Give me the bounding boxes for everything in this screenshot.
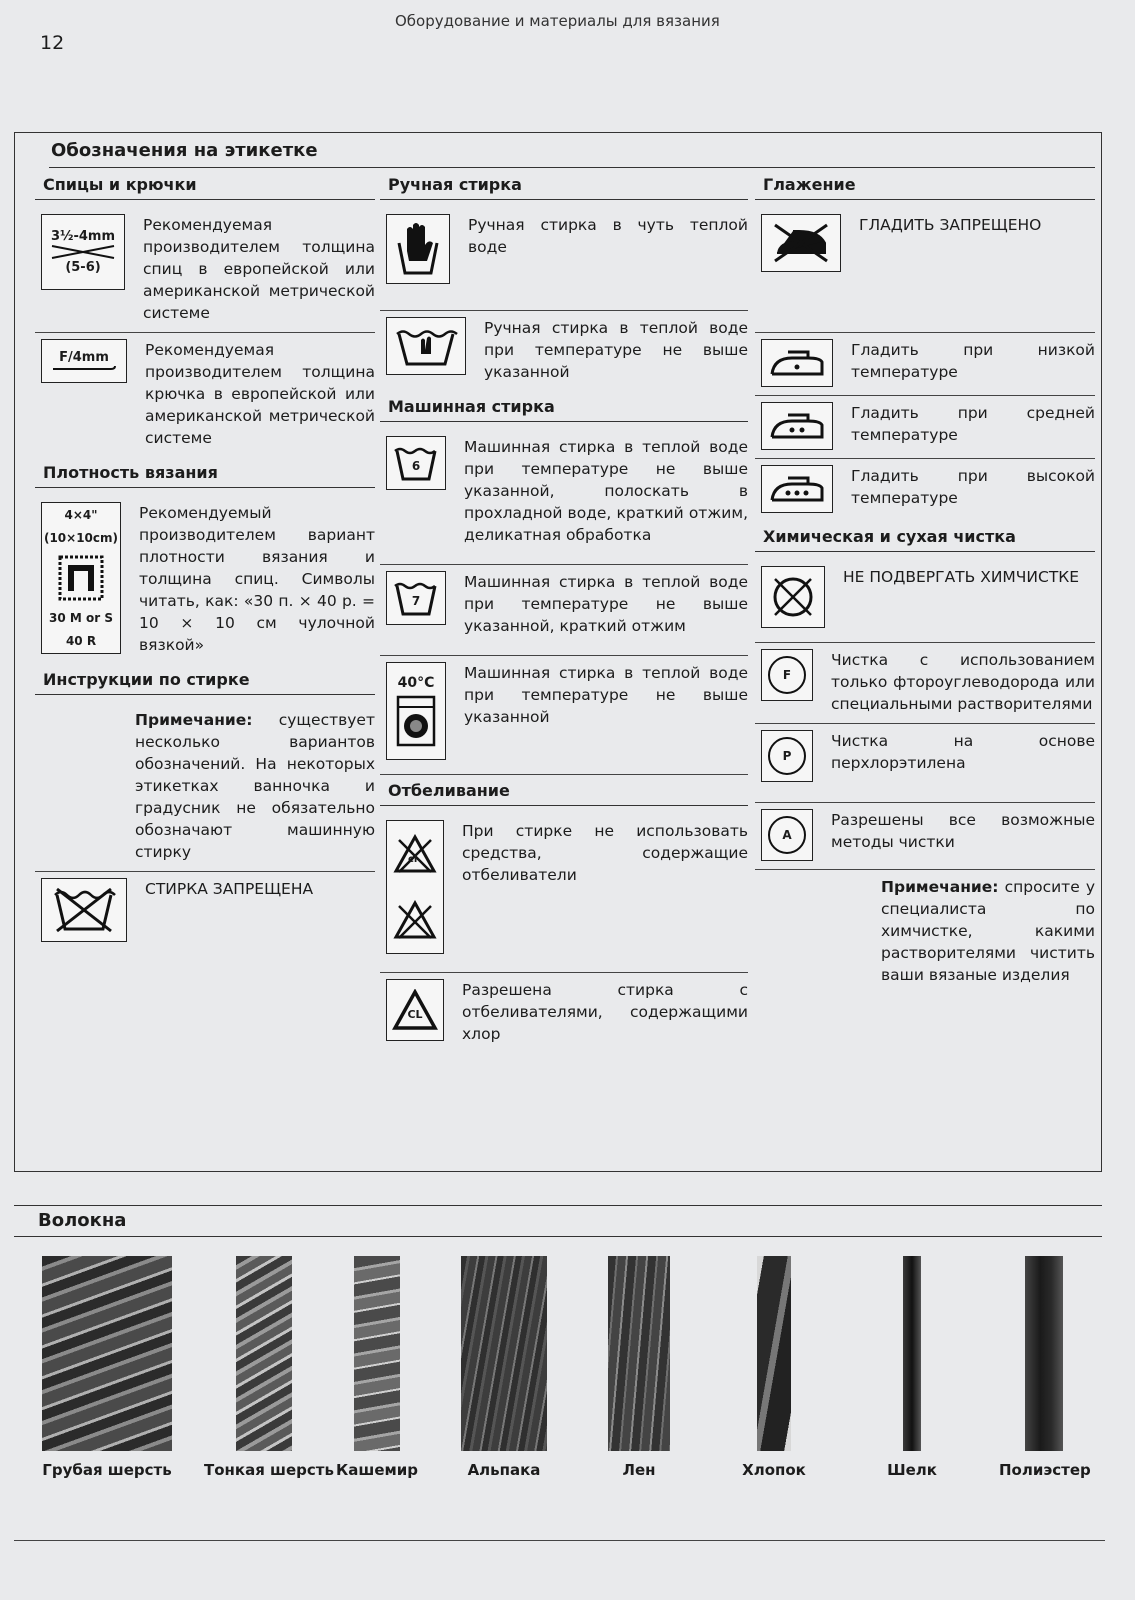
knitting-needles-icon: [41, 214, 125, 290]
gauge-size-inch: 4×4": [64, 507, 98, 522]
fiber-label: Кашемир: [336, 1461, 418, 1479]
no-bleach-icon: [393, 900, 437, 940]
dry-clean-f-row: [755, 643, 1095, 724]
fibers-title: Волокна: [38, 1210, 127, 1231]
no-wash-text: СТИРКА ЗАПРЕЩЕНА: [145, 880, 314, 898]
washing-machine-icon: [386, 662, 446, 760]
label-symbols-panel: [14, 132, 1102, 1172]
machine-wash-short-spin-text: Машинная стирка в теплой воде при температуре не выше указанной, краткий отжим: [464, 573, 748, 635]
iron-low-icon: [761, 339, 833, 387]
panel-title-rule: [49, 167, 1095, 168]
hook-size: F/4mm: [59, 349, 109, 365]
fiber-polyester: [999, 1256, 1089, 1479]
hand-wash-heading: Ручная стирка: [380, 169, 748, 200]
iron-medium-icon: [761, 402, 833, 450]
fiber-label: Тонкая шерсть: [204, 1461, 334, 1479]
cashmere-photo: [354, 1256, 400, 1451]
circle-a-icon: [768, 816, 806, 854]
gauge-size-cm: (10×10cm): [43, 531, 119, 546]
machine-wash-6-icon: [386, 436, 446, 490]
dry-clean-a-letter: A: [782, 828, 792, 842]
no-wash-row: [35, 872, 375, 950]
crossed-needles-icon: [50, 244, 116, 260]
dry-clean-note-label: Примечание:: [881, 878, 999, 896]
fiber-silk: [882, 1256, 942, 1479]
hand-wash-temp-text: Ручная стирка в теплой воде при температуре не выше указанной: [484, 319, 748, 381]
hook-text: Рекомендуемая производителем толщина крючка в европейской или американской метрической системе: [145, 341, 375, 447]
dry-clean-f-icon: [761, 649, 813, 701]
iron-low-row: [755, 333, 1095, 396]
needles-heading: Спицы и крючки: [35, 169, 375, 200]
gauge-stitches: 30 M or S: [49, 610, 113, 625]
middle-column: [380, 169, 748, 1053]
fiber-label: Альпака: [467, 1461, 541, 1479]
bleach-heading: Отбеливание: [380, 775, 748, 806]
machine-wash-temperature: 40°C: [397, 675, 435, 691]
dry-clean-heading: Химическая и сухая чистка: [755, 521, 1095, 552]
machine-wash-40-row: [380, 656, 748, 775]
fiber-label: Лен: [622, 1461, 656, 1479]
dry-clean-note: [881, 876, 1095, 986]
dry-clean-note-text: спросите у специалиста по химчистке, какими растворителями чистить ваши вязаные изделия: [881, 878, 1095, 984]
circle-f-icon: [768, 656, 806, 694]
no-dry-clean-icon: [761, 566, 825, 628]
no-iron-row: [755, 208, 1095, 333]
gauge-row: [35, 496, 375, 664]
cotton-photo: [757, 1256, 791, 1451]
machine-wash-delicate-text: Машинная стирка в теплой воде при температуре не выше указанной, полоскать в прохладной воде, краткий отжим, деликатная обработка: [464, 438, 748, 544]
running-head: Оборудование и материалы для вязания: [395, 12, 720, 30]
right-column: [755, 169, 1095, 994]
wash-instructions-heading: Инструкции по стирке: [35, 664, 375, 695]
dry-clean-p-text: Чистка на основе перхлорэтилена: [831, 732, 1095, 772]
crochet-hook-size-row: [35, 333, 375, 457]
chlorine-mark: CL: [407, 1008, 423, 1021]
left-column: [35, 169, 375, 950]
gauge-text: Рекомендуемый производителем вариант плотности вязания и толщина спиц. Символы читать, как: «30 п. × 40 р. = 10 × 10 см чулочной вязкой»: [139, 504, 375, 654]
wash-note-text: существует несколько вариантов обозначений. На некоторых этикетках ванночка и градусник не обязательно обозначают машинную стирку: [135, 711, 375, 861]
gauge-rows: 40 R: [65, 634, 97, 649]
fiber-cashmere: [332, 1256, 422, 1479]
no-wash-icon: [41, 878, 127, 942]
hand-wash-warm-text: Ручная стирка в чуть теплой воде: [468, 216, 748, 256]
chlorine-bleach-text: Разрешена стирка с отбеливателями, содержащими хлор: [462, 981, 748, 1043]
dry-clean-a-icon: [761, 809, 813, 861]
fiber-label: Полиэстер: [999, 1461, 1091, 1479]
fiber-label: Грубая шерсть: [42, 1461, 172, 1479]
page-number: 12: [40, 32, 65, 54]
circle-p-icon: [768, 737, 806, 775]
ironing-heading: Глажение: [755, 169, 1095, 200]
fiber-fine-wool: [204, 1256, 334, 1479]
no-iron-text: ГЛАДИТЬ ЗАПРЕЩЕНО: [859, 216, 1042, 234]
fine-wool-photo: [236, 1256, 292, 1451]
knitting-needle-size-row: [35, 208, 375, 333]
hook-line-icon: [51, 365, 117, 373]
machine-wash-delicate-row: [380, 430, 748, 565]
coarse-wool-photo: [42, 1256, 172, 1451]
iron-high-icon: [761, 465, 833, 513]
iron-low-text: Гладить при низкой температуре: [851, 341, 1095, 381]
dry-clean-a-row: [755, 803, 1095, 870]
fiber-coarse-wool: [42, 1256, 172, 1479]
fiber-cotton: [739, 1256, 809, 1479]
no-bleach-icons: [386, 820, 444, 954]
chlorine-bleach-row: [380, 973, 748, 1053]
no-bleach-text: При стирке не использовать средства, содержащие отбеливатели: [462, 822, 748, 884]
hand-wash-temp-icon: [386, 317, 466, 375]
alpaca-photo: [461, 1256, 547, 1451]
gauge-icon: [41, 502, 121, 654]
dry-clean-p-letter: P: [782, 749, 792, 763]
hand-wash-warm-icon: [386, 214, 450, 284]
iron-high-text: Гладить при высокой температуре: [851, 467, 1095, 507]
machine-wash-6-number: 6: [411, 459, 421, 473]
chlorine-bleach-icon: [386, 979, 444, 1041]
crochet-hook-icon: [41, 339, 127, 383]
fiber-linen: [604, 1256, 674, 1479]
fibers-panel: [14, 1205, 1102, 1533]
iron-medium-text: Гладить при средней температуре: [851, 404, 1095, 444]
panel-title: Обозначения на этикетке: [51, 140, 318, 161]
swatch-icon: [58, 555, 104, 601]
iron-medium-row: [755, 396, 1095, 459]
dry-clean-p-row: [755, 724, 1095, 803]
fibers-title-rule: [14, 1236, 1102, 1237]
wash-note: [135, 709, 375, 863]
silk-photo: [903, 1256, 921, 1451]
wash-note-label: Примечание:: [135, 711, 253, 729]
no-bleach-mark: cl: [408, 854, 418, 865]
no-chlorine-bleach-icon: [393, 834, 437, 874]
hand-wash-warm-row: [380, 208, 748, 311]
hand-wash-temp-row: [380, 311, 748, 391]
dry-clean-f-text: Чистка с использованием только фтороуглеводорода или специальными растворителями: [831, 651, 1095, 713]
no-bleach-row: [380, 814, 748, 973]
dry-clean-a-text: Разрешены все возможные методы чистки: [831, 811, 1095, 851]
gauge-heading: Плотность вязания: [35, 457, 375, 488]
needle-size-bottom: (5-6): [65, 260, 101, 275]
fiber-label: Хлопок: [742, 1461, 806, 1479]
needle-size-top: 3½-4mm: [50, 229, 116, 244]
no-dry-clean-row: [755, 560, 1095, 643]
fiber-alpaca: [454, 1256, 554, 1479]
bottom-rule: [14, 1540, 1105, 1541]
no-iron-icon: [761, 214, 841, 272]
wash-note-row: [35, 703, 375, 872]
machine-wash-40-text: Машинная стирка в теплой воде при температуре не выше указанной: [464, 664, 748, 726]
iron-high-row: [755, 459, 1095, 521]
dry-clean-f-letter: F: [782, 668, 792, 682]
knit-needle-text: Рекомендуемая производителем толщина спиц в европейской или американской метрической системе: [143, 216, 375, 322]
machine-wash-7-number: 7: [411, 594, 421, 608]
no-dry-clean-text: НЕ ПОДВЕРГАТЬ ХИМЧИСТКЕ: [843, 568, 1080, 586]
machine-wash-short-spin-row: [380, 565, 748, 656]
fiber-label: Шелк: [887, 1461, 937, 1479]
dry-clean-p-icon: [761, 730, 813, 782]
machine-wash-heading: Машинная стирка: [380, 391, 748, 422]
polyester-photo: [1025, 1256, 1063, 1451]
dry-clean-note-row: [755, 870, 1095, 994]
linen-photo: [608, 1256, 670, 1451]
machine-wash-7-icon: [386, 571, 446, 625]
